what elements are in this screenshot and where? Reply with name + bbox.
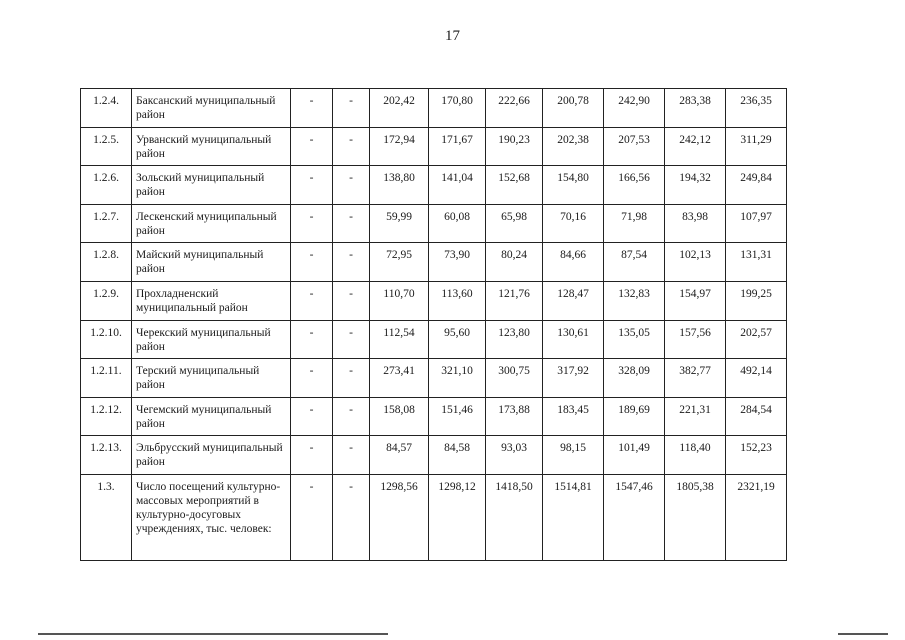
row-col-1: - <box>291 320 333 359</box>
row-number: 1.3. <box>81 474 132 560</box>
row-value: 154,80 <box>543 166 604 205</box>
row-value: 170,80 <box>429 89 486 128</box>
row-value: 154,97 <box>665 281 726 320</box>
table-row <box>81 89 787 128</box>
row-value: 1298,56 <box>370 474 429 560</box>
row-value: 242,12 <box>665 127 726 166</box>
row-value: 1514,81 <box>543 474 604 560</box>
row-value: 83,98 <box>665 204 726 243</box>
table-row <box>81 320 787 359</box>
row-value: 1298,12 <box>429 474 486 560</box>
table-row <box>81 204 787 243</box>
row-value: 1805,38 <box>665 474 726 560</box>
table-row <box>81 166 787 205</box>
row-value: 80,24 <box>486 243 543 282</box>
row-value: 202,42 <box>370 89 429 128</box>
row-name: Терский муниципальный район <box>132 359 291 398</box>
indicator-table <box>80 88 787 561</box>
row-name: Урванский муниципальный район <box>132 127 291 166</box>
row-value: 107,97 <box>726 204 787 243</box>
row-value: 151,46 <box>429 397 486 436</box>
footer-rule <box>38 633 388 635</box>
row-value: 70,16 <box>543 204 604 243</box>
row-value: 317,92 <box>543 359 604 398</box>
row-value: 284,54 <box>726 397 787 436</box>
row-value: 87,54 <box>604 243 665 282</box>
row-col-2: - <box>333 397 370 436</box>
row-value: 311,29 <box>726 127 787 166</box>
row-col-1: - <box>291 359 333 398</box>
row-value: 207,53 <box>604 127 665 166</box>
row-name: Баксанский муниципальный район <box>132 89 291 128</box>
row-value: 84,57 <box>370 436 429 475</box>
row-value: 101,49 <box>604 436 665 475</box>
row-value: 131,31 <box>726 243 787 282</box>
row-value: 194,32 <box>665 166 726 205</box>
row-value: 171,67 <box>429 127 486 166</box>
row-col-1: - <box>291 166 333 205</box>
row-value: 59,99 <box>370 204 429 243</box>
row-number: 1.2.12. <box>81 397 132 436</box>
row-col-1: - <box>291 436 333 475</box>
row-value: 123,80 <box>486 320 543 359</box>
row-col-1: - <box>291 474 333 560</box>
row-name: Черекский муниципальный район <box>132 320 291 359</box>
table-row <box>81 359 787 398</box>
row-value: 158,08 <box>370 397 429 436</box>
row-name: Майский муниципальный район <box>132 243 291 282</box>
row-name: Эльбрусский муниципальный район <box>132 436 291 475</box>
row-value: 492,14 <box>726 359 787 398</box>
row-name: Число посещений культурно-массовых мероприятий в культурно-досуговых учреждениях, тыс. человек: <box>132 474 291 560</box>
row-value: 84,66 <box>543 243 604 282</box>
table-row <box>81 243 787 282</box>
row-value: 242,90 <box>604 89 665 128</box>
row-value: 172,94 <box>370 127 429 166</box>
row-value: 152,23 <box>726 436 787 475</box>
row-name: Прохладненский муниципальный район <box>132 281 291 320</box>
row-col-2: - <box>333 204 370 243</box>
row-number: 1.2.9. <box>81 281 132 320</box>
footer-rule-right <box>838 633 888 635</box>
row-number: 1.2.7. <box>81 204 132 243</box>
row-number: 1.2.4. <box>81 89 132 128</box>
row-value: 189,69 <box>604 397 665 436</box>
table-row <box>81 436 787 475</box>
table-body <box>81 89 787 561</box>
row-col-1: - <box>291 127 333 166</box>
row-value: 183,45 <box>543 397 604 436</box>
row-value: 199,25 <box>726 281 787 320</box>
row-col-2: - <box>333 436 370 475</box>
row-value: 112,54 <box>370 320 429 359</box>
row-value: 113,60 <box>429 281 486 320</box>
row-value: 135,05 <box>604 320 665 359</box>
row-number: 1.2.13. <box>81 436 132 475</box>
row-value: 98,15 <box>543 436 604 475</box>
row-value: 71,98 <box>604 204 665 243</box>
row-col-2: - <box>333 281 370 320</box>
row-value: 1547,46 <box>604 474 665 560</box>
row-col-2: - <box>333 127 370 166</box>
row-value: 236,35 <box>726 89 787 128</box>
row-name: Чегемский муниципальный район <box>132 397 291 436</box>
row-value: 2321,19 <box>726 474 787 560</box>
row-col-1: - <box>291 204 333 243</box>
row-value: 73,90 <box>429 243 486 282</box>
row-value: 65,98 <box>486 204 543 243</box>
row-value: 300,75 <box>486 359 543 398</box>
row-value: 328,09 <box>604 359 665 398</box>
row-value: 93,03 <box>486 436 543 475</box>
row-value: 118,40 <box>665 436 726 475</box>
row-value: 84,58 <box>429 436 486 475</box>
row-name: Лескенский муниципальный район <box>132 204 291 243</box>
row-col-2: - <box>333 320 370 359</box>
row-value: 141,04 <box>429 166 486 205</box>
row-value: 60,08 <box>429 204 486 243</box>
row-value: 202,38 <box>543 127 604 166</box>
row-number: 1.2.11. <box>81 359 132 398</box>
row-value: 121,76 <box>486 281 543 320</box>
row-value: 202,57 <box>726 320 787 359</box>
row-value: 249,84 <box>726 166 787 205</box>
row-value: 138,80 <box>370 166 429 205</box>
table-row <box>81 397 787 436</box>
row-value: 382,77 <box>665 359 726 398</box>
row-value: 130,61 <box>543 320 604 359</box>
row-col-2: - <box>333 359 370 398</box>
page-number: 17 <box>445 28 460 44</box>
row-value: 173,88 <box>486 397 543 436</box>
row-value: 221,31 <box>665 397 726 436</box>
row-col-2: - <box>333 243 370 282</box>
row-col-1: - <box>291 243 333 282</box>
row-value: 190,23 <box>486 127 543 166</box>
row-value: 102,13 <box>665 243 726 282</box>
row-name: Зольский муниципальный район <box>132 166 291 205</box>
row-col-1: - <box>291 397 333 436</box>
row-value: 321,10 <box>429 359 486 398</box>
row-value: 110,70 <box>370 281 429 320</box>
row-number: 1.2.6. <box>81 166 132 205</box>
row-value: 72,95 <box>370 243 429 282</box>
row-col-1: - <box>291 281 333 320</box>
row-value: 95,60 <box>429 320 486 359</box>
row-number: 1.2.5. <box>81 127 132 166</box>
row-col-1: - <box>291 89 333 128</box>
row-number: 1.2.8. <box>81 243 132 282</box>
table-row <box>81 127 787 166</box>
row-value: 166,56 <box>604 166 665 205</box>
row-value: 200,78 <box>543 89 604 128</box>
row-col-2: - <box>333 166 370 205</box>
row-col-2: - <box>333 474 370 560</box>
row-value: 132,83 <box>604 281 665 320</box>
row-value: 1418,50 <box>486 474 543 560</box>
row-value: 152,68 <box>486 166 543 205</box>
table-row <box>81 474 787 560</box>
row-number: 1.2.10. <box>81 320 132 359</box>
table-row <box>81 281 787 320</box>
row-value: 157,56 <box>665 320 726 359</box>
row-value: 128,47 <box>543 281 604 320</box>
row-value: 283,38 <box>665 89 726 128</box>
row-value: 222,66 <box>486 89 543 128</box>
row-col-2: - <box>333 89 370 128</box>
row-value: 273,41 <box>370 359 429 398</box>
